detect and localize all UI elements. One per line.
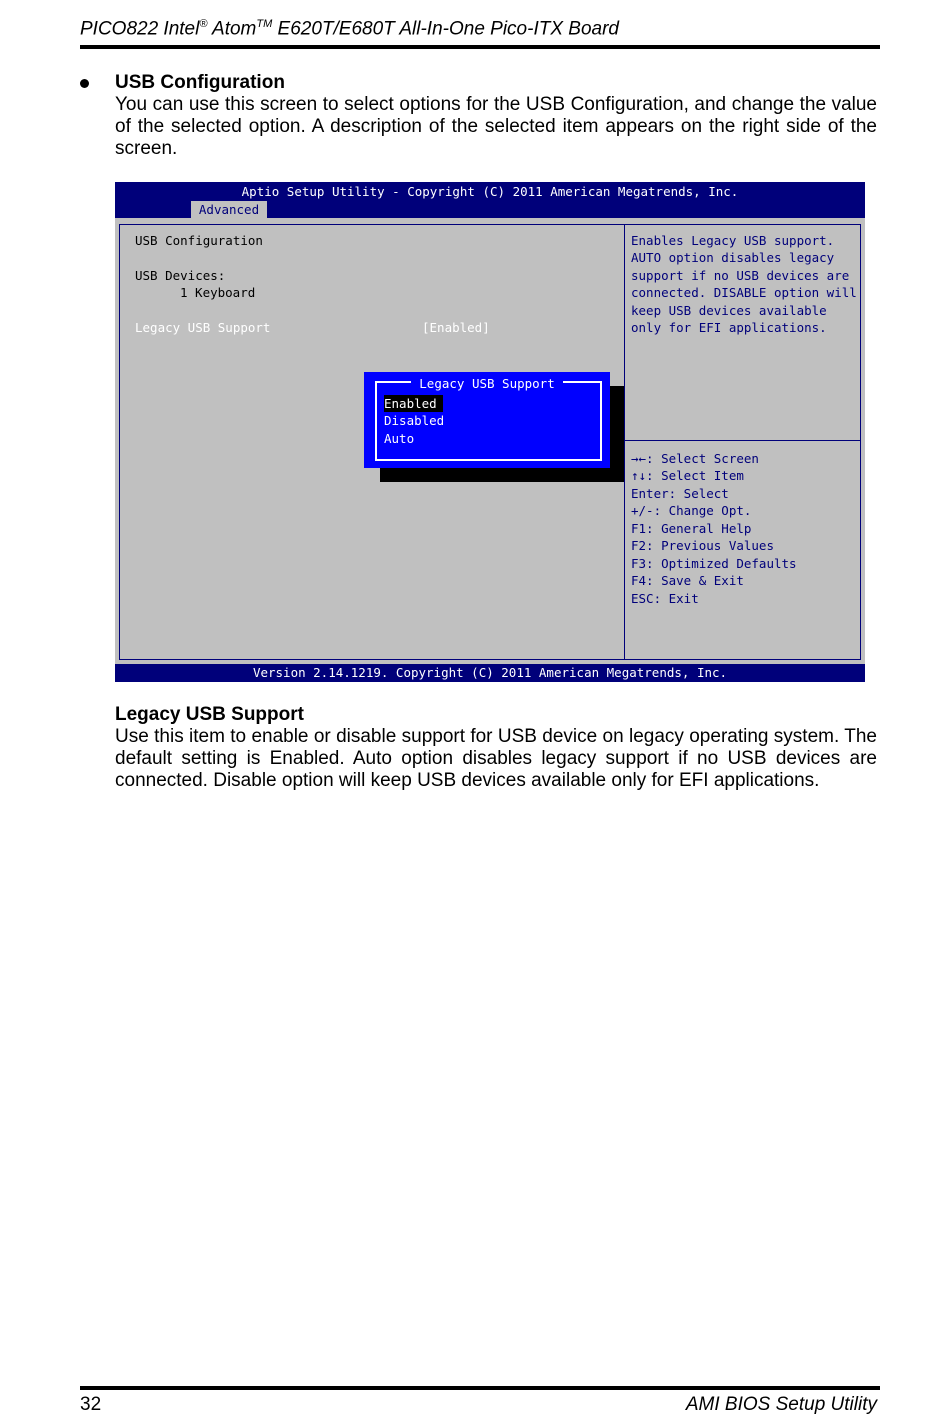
help-line: AUTO option disables legacy <box>631 250 835 265</box>
bios-title: Aptio Setup Utility - Copyright (C) 2011 American Megatrends, Inc. <box>241 184 739 199</box>
subsection-title: Legacy USB Support <box>115 704 304 725</box>
key-hint: F4: Save & Exit <box>631 573 744 588</box>
legacy-usb-support-item[interactable]: Legacy USB Support <box>135 320 271 335</box>
bios-footer: Version 2.14.1219. Copyright (C) 2011 American Megatrends, Inc. <box>115 664 865 682</box>
help-line: connected. DISABLE option will <box>631 285 857 300</box>
key-hint: +/-: Change Opt. <box>631 503 752 518</box>
header-rule <box>80 45 880 49</box>
key-hint: F1: General Help <box>631 521 752 536</box>
help-line: only for EFI applications. <box>631 320 827 335</box>
key-hint: F3: Optimized Defaults <box>631 556 797 571</box>
help-line: keep USB devices available <box>631 303 827 318</box>
option-enabled[interactable]: Enabled <box>384 395 443 412</box>
help-line: support if no USB devices are <box>631 268 850 283</box>
popup-title: Legacy USB Support <box>411 376 562 391</box>
footer-title: AMI BIOS Setup Utility <box>685 1394 877 1415</box>
bios-titlebar <box>115 182 865 218</box>
section-body: You can use this screen to select options for the USB Configuration, and change the value of the selected option. A description of the selected item appears on the right side of the screen. <box>115 94 877 159</box>
key-hint: →←: Select Screen <box>631 451 759 466</box>
subsection-body: Use this item to enable or disable support for USB device on legacy operating system. The default setting is Enabled. Auto option disables legacy support if no USB devices are connected. Disable option will keep USB devices available only for EFI applications. <box>115 726 877 791</box>
bios-screenshot <box>115 182 865 682</box>
key-hint: ESC: Exit <box>631 591 699 606</box>
bios-heading: USB Configuration <box>135 233 263 248</box>
bios-devices-label: USB Devices: <box>135 268 226 283</box>
key-hint: ↑↓: Select Item <box>631 468 744 483</box>
bullet-icon <box>80 79 89 88</box>
bios-help-divider <box>625 440 861 441</box>
section-title: USB Configuration <box>115 72 285 93</box>
footer-rule <box>80 1386 880 1390</box>
option-auto[interactable]: Auto <box>384 431 415 446</box>
tab-advanced[interactable]: Advanced <box>191 201 267 218</box>
legacy-usb-support-value[interactable]: [Enabled] <box>422 320 490 335</box>
option-disabled[interactable]: Disabled <box>384 413 445 428</box>
bios-device-item: 1 Keyboard <box>180 285 256 300</box>
bios-divider <box>624 224 625 660</box>
running-header: PICO822 Intel® Atom™ E620T/E680T All-In-One Pico-ITX Board <box>80 18 619 40</box>
key-hint: Enter: Select <box>631 486 729 501</box>
page-number: 32 <box>80 1394 102 1415</box>
help-line: Enables Legacy USB support. <box>631 233 835 248</box>
legacy-usb-popup <box>364 372 610 468</box>
key-hint: F2: Previous Values <box>631 538 774 553</box>
